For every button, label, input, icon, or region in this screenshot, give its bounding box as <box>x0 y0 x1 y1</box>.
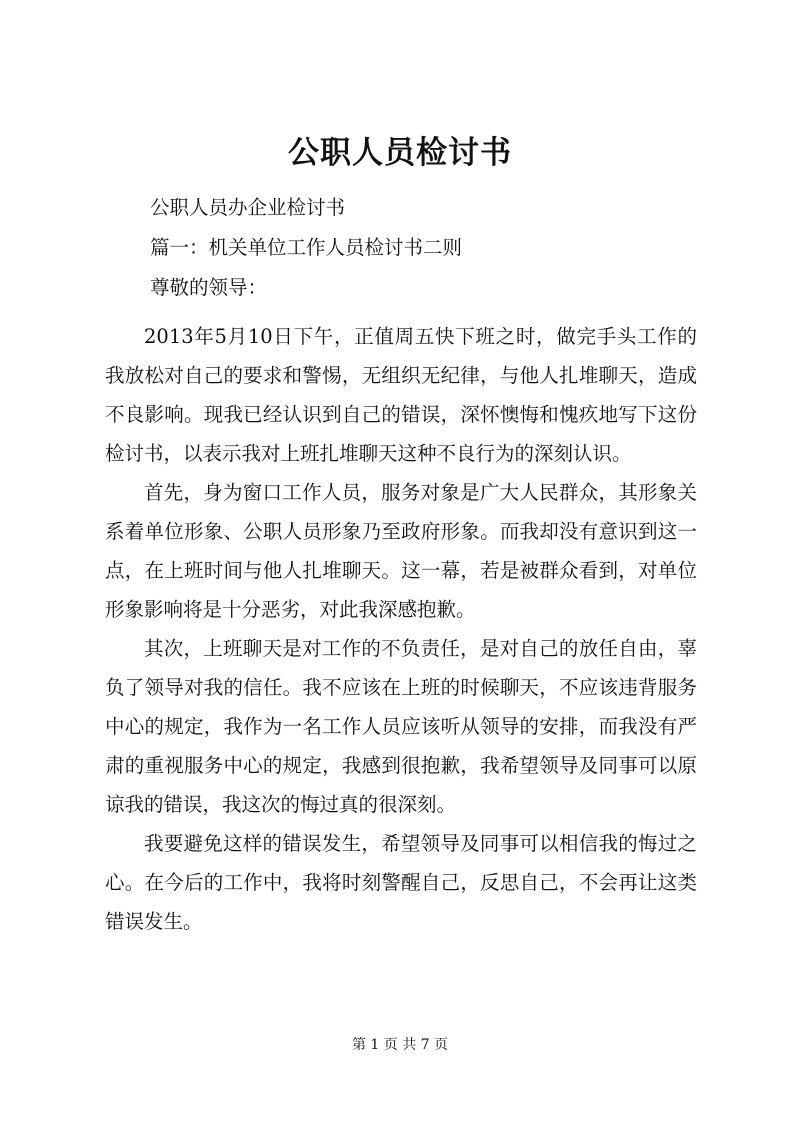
paragraph-1: 2013年5月10日下午，正值周五快下班之时，做完手头工作的我放松对自己的要求和警惕，无组织无纪律，与他人扎堆聊天，造成不良影响。现我已经认识到自己的错误，深怀懊悔和愧疚地写下这份检讨书，以表示我对上班扎堆聊天这种不良行为的深刻认识。 <box>105 325 697 465</box>
salutation: 尊敬的领导： <box>150 276 268 299</box>
paragraph-2: 首先，身为窗口工作人员，服务对象是广大人民群众，其形象关系着单位形象、公职人员形象乃至政府形象。而我却没有意识到这一点，在上班时间与他人扎堆聊天。这一幕，若是被群众看到，对单位形象影响将是十分恶劣，对此我深感抱歉。 <box>105 481 697 621</box>
document-title: 公职人员检讨书 <box>288 135 512 171</box>
document-body <box>105 317 697 941</box>
paragraph-4: 我要避免这样的错误发生，希望领导及同事可以相信我的悔过之心。在今后的工作中，我将时刻警醒自己，反思自己，不会再让这类错误发生。 <box>105 832 697 933</box>
paragraph-3: 其次，上班聊天是对工作的不负责任，是对自己的放任自由，辜负了领导对我的信任。我不应该在上班的时候聊天，不应该违背服务中心的规定，我作为一名工作人员应该听从领导的安排，而我没有严肃的重视服务中心的规定，我感到很抱歉，我希望领导及同事可以原谅我的错误，我这次的悔过真的很深刻。 <box>105 637 697 816</box>
page-number: 第 1 页 共 7 页 <box>351 1037 449 1053</box>
intro-line-1: 公职人员办企业检讨书 <box>150 196 346 219</box>
intro-line-2: 篇一：机关单位工作人员检讨书二则 <box>150 236 463 259</box>
